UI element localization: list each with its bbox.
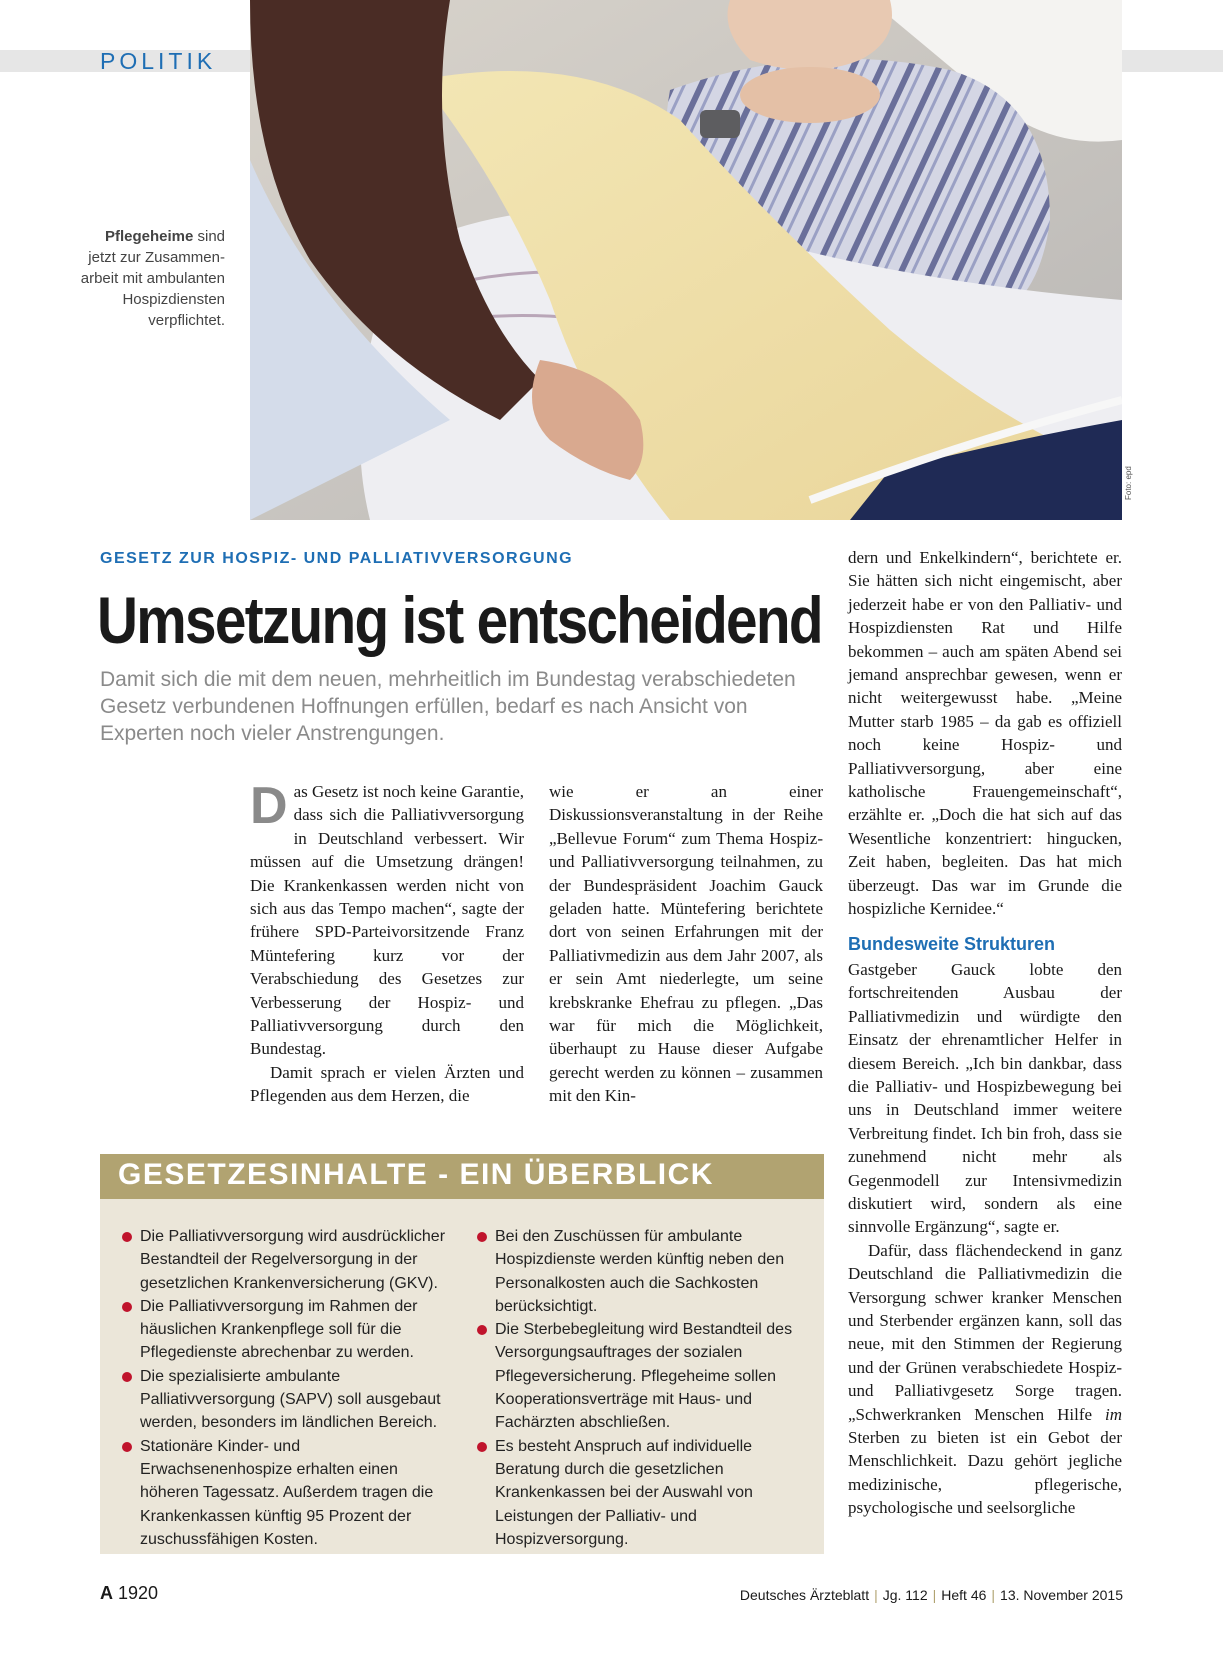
info-box-list-left [120,1225,450,1551]
list-item: Die Palliativversorgung im Rahmen der häuslichen Krankenpflege soll für die Pflegedienste abrechenbar zu werden. [120,1295,450,1365]
caption-text: sind jetzt zur Zusammenarbeit mit ambulanten Hospizdiensten verpflichtet. [80,228,225,329]
info-box-title: GESETZESINHALTE - EIN ÜBERBLICK [118,1158,714,1191]
section-label: POLITIK [100,48,217,74]
page-number-value: 1920 [118,1583,159,1603]
col3-paragraph-2: Gastgeber Gauck lobte den fortschreitenden Ausbau der Palliativmedizin und würdigte den Einsatz der ehrenamtlicher Helfer in diesem Bereich. „Ich bin dankbar, dass die Palliativ- und Hospizbewegung bei uns in Deutschland immer weitere Verbreitung findet. Ich bin froh, dass sie zunehmend nicht mehr als Gegenmodell zur Intensivmedizin diskutiert wird, sondern als eine sinnvolle Ergänzung“, sagte er. [848,959,1122,1237]
list-item: Die spezialisierte ambulante Palliativversorgung (SAPV) soll ausgebaut werden, besonders im ländlichen Bereich. [120,1365,450,1435]
info-box-header [100,1154,824,1199]
photo-caption [80,226,225,331]
volume: Jg. 112 [882,1587,928,1603]
article-column-3 [848,546,1122,1520]
col3-paragraph-3-end: Sterben zu bieten ist ein Gebot der Menschlichkeit. Dazu gehört jegliche medizinische, pflegerische, psychologische und seelsorgliche [848,1428,1122,1518]
info-box-list-right [475,1225,805,1551]
col3-paragraph-1: dern und Enkelkindern“, berichtete er. Sie hätten sich nicht eingemischt, aber jederzeit habe er von den Palliativ- und Hospizdiensten Rat und Hilfe bekommen – auch am späten Abend sei jemand ansprechbar gewesen, wenn er nicht weitergewusst habe. „Meine Mutter starb 1985 – da gab es offiziell noch keine Hospiz- und Palliativversorgung, aber eine katholische Frauengemeinschaft“, erzählte er. „Doch die hat sich auf das Wesentliche konzentriert: hingucken, Zeit haben, begleiten. Das hat mich überzeugt. Das war im Grunde die hospizliche Kernidee.“ [848,548,1122,919]
list-item: Die Palliativversorgung wird ausdrücklicher Bestandteil der Regelversorgung in der gesetzlichen Krankenversicherung (GKV). [120,1225,450,1295]
col1-paragraph-2: Damit sprach er vielen Ärzten und Pflegenden aus dem Herzen, die [250,1062,524,1106]
kicker: GESETZ ZUR HOSPIZ- UND PALLIATIVVERSORGUNG [100,550,574,567]
col3-paragraph-3 [848,1239,1122,1520]
journal-name: Deutsches Ärzteblatt [739,1587,870,1603]
article-column-2 [549,780,823,1108]
page-number [100,1583,158,1604]
lede: Damit sich die mit dem neuen, mehrheitlich im Bundestag verabschiedeten Gesetz verbundenen Hoffnungen erfüllen, bedarf es nach Ansicht von Experten noch vieler Anstrengungen. [100,668,796,745]
headline: Umsetzung ist entscheidend [97,583,822,657]
col1-paragraph-1: as Gesetz ist noch keine Garantie, dass sich die Palliativversorgung in Deutschland verbessert. Wir müssen auf die Umsetzung drängen! Die Krankenkassen werden nicht von sich aus das Tempo machen“, sagte der frühere SPD-Parteivorsitzende Franz Müntefering kurz vor der Verabschiedung des Gesetzes zur Verbesserung der Hospiz- und Palliativversorgung durch den Bundestag. [250,782,524,1059]
article-column-1 [250,777,524,1108]
list-item: Bei den Zuschüssen für ambulante Hospizdienste werden künftig neben den Personalkosten auch die Sachkosten berücksichtigt. [475,1225,805,1318]
list-item: Die Sterbebegleitung wird Bestandteil des Versorgungsauftrages der sozialen Pflegeversicherung. Pflegeheime sollen Kooperationsverträge mit Haus- und Fachärzten abschließen. [475,1318,805,1434]
issue: Heft 46 [941,1587,987,1603]
footer-separator: | [874,1587,878,1603]
col3-paragraph-3-text: Dafür, dass flächendeckend in ganz Deutschland die Palliativmedizin die Versorgung schwer kranker Menschen und Sterbender ergänzen kann, soll das neue, mit den Stimmen der Regierung und der Grünen verabschiedete Hospiz- und Palliativgesetz Sorge tragen. „Schwerkranken Menschen Hilfe [848,1240,1122,1424]
photo-credit: Foto: epd [1124,466,1133,500]
footer-separator: | [932,1587,937,1603]
subheading: Bundesweite Strukturen [848,933,1056,954]
drop-cap: D [250,777,288,835]
col2-paragraph-1: wie er an einer Diskussionsveranstaltung in der Reihe „Bellevue Forum“ zum Thema Hospiz- und Palliativversorgung teilnahmen, zu der Bundespräsident Joachim Gauck geladen hatte. Müntefering berichtete dort von seinen Erfahrungen mit der Palliativmedizin aus dem Jahr 2007, als er sein Amt niederlegte, um seine krebskranke Ehefrau zu pflegen. „Das war für mich die Möglichkeit, überhaupt zu Hause dieser Aufgabe gerecht werden zu können – zusammen mit den Kin- [549,782,823,1106]
article-photo [250,0,1122,520]
issue-date: 13. November 2015 [1000,1587,1123,1603]
edition-letter: A [100,1583,113,1603]
col3-emphasis: im [1105,1404,1122,1424]
list-item: Es besteht Anspruch auf individuelle Beratung durch die gesetzlichen Krankenkassen bei der Auswahl von Leistungen der Palliativ- und Hospizversorgung. [475,1435,805,1551]
list-item: Stationäre Kinder- und Erwachsenenhospize erhalten einen höheren Tagessatz. Außerdem tragen die Krankenkassen künftig 95 Prozent der zuschussfähigen Kosten. [120,1435,450,1551]
footer-separator: | [991,1587,996,1603]
footer-meta [740,1587,1123,1603]
caption-bold: Pflegeheime [104,228,194,245]
header-band-right [1122,50,1223,72]
